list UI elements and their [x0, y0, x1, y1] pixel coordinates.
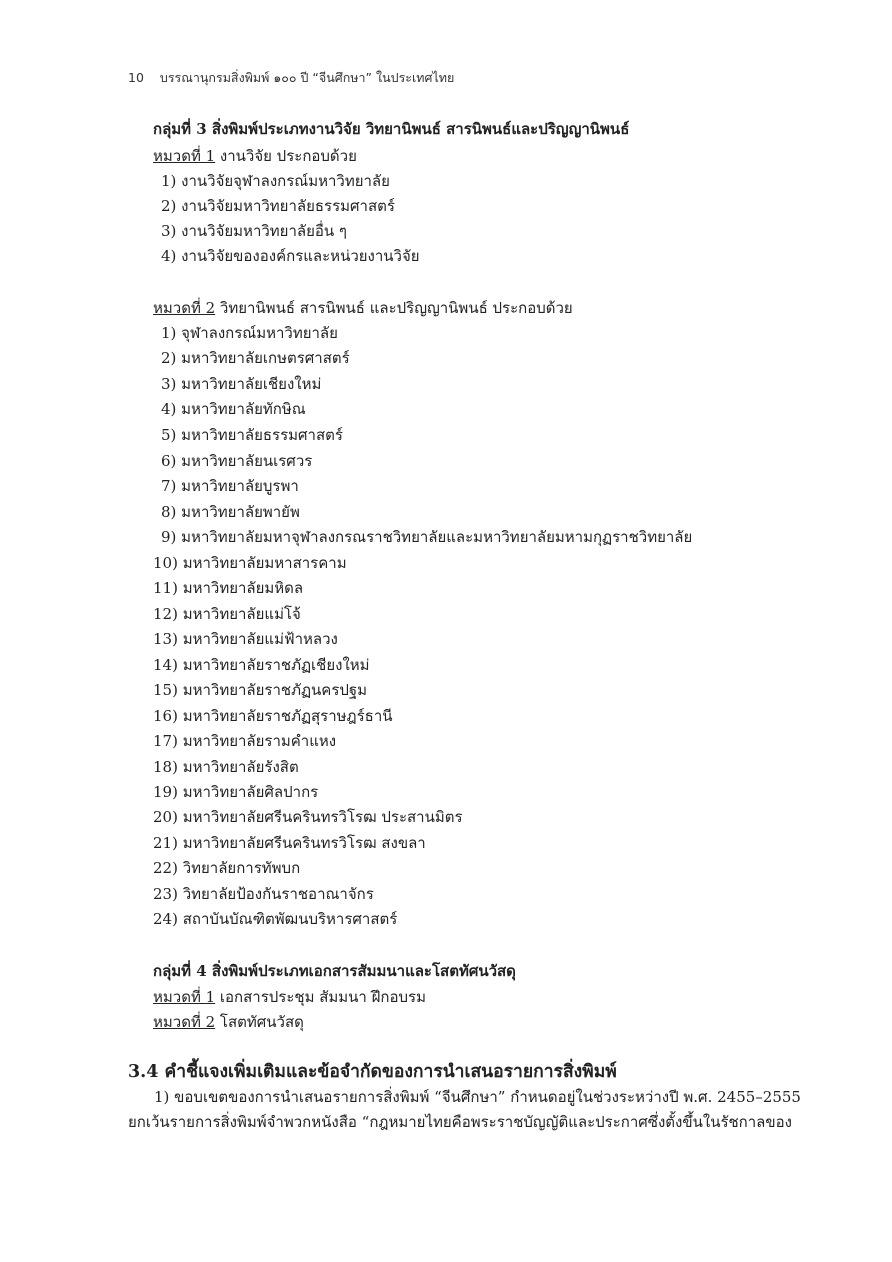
list-item: 14) มหาวิทยาลัยราชภัฏเชียงใหม่	[153, 656, 370, 674]
group4-section1	[153, 985, 426, 1009]
list-item: 15) มหาวิทยาลัยราชภัฏนครปฐม	[153, 681, 368, 699]
list-item: 6) มหาวิทยาลัยนเรศวร	[161, 452, 313, 470]
list-item: 18) มหาวิทยาลัยรังสิต	[153, 758, 299, 776]
list-item: 2) งานวิจัยมหาวิทยาลัยธรรมศาสตร์	[161, 197, 395, 215]
list-item: 23) วิทยาลัยป้องกันราชอาณาจักร	[153, 885, 374, 903]
list-item: 1) งานวิจัยจุฬาลงกรณ์มหาวิทยาลัย	[161, 172, 390, 190]
list-item: 4) งานวิจัยขององค์กรและหน่วยงานวิจัย	[161, 247, 420, 265]
section-heading: 3.4 คำชี้แจงเพิ่มเติมและข้อจำกัดของการนำเสนอรายการสิ่งพิมพ์	[128, 1062, 617, 1082]
section-text: งานวิจัย ประกอบด้วย	[215, 147, 357, 165]
section-text: วิทยานิพนธ์ สารนิพนธ์ และปริญญานิพนธ์ ประกอบด้วย	[215, 299, 573, 317]
list-item: 21) มหาวิทยาลัยศรีนครินทรวิโรฒ สงขลา	[153, 834, 426, 852]
running-header	[128, 68, 454, 88]
list-item: 5) มหาวิทยาลัยธรรมศาสตร์	[161, 426, 343, 444]
list-item: 4) มหาวิทยาลัยทักษิณ	[161, 400, 306, 418]
list-item: 22) วิทยาลัยการทัพบก	[153, 859, 301, 877]
list-item: 1) จุฬาลงกรณ์มหาวิทยาลัย	[161, 324, 338, 342]
list-item: 9) มหาวิทยาลัยมหาจุฬาลงกรณราชวิทยาลัยและมหาวิทยาลัยมหามกุฏราชวิทยาลัย	[161, 528, 693, 546]
paragraph-line: 1) ขอบเขตของการนำเสนอรายการสิ่งพิมพ์ “จีนศึกษา” กำหนดอยู่ในช่วงระหว่างปี พ.ศ. 2455–2555	[154, 1088, 801, 1106]
group4-section2	[153, 1010, 304, 1034]
list-item: 11) มหาวิทยาลัยมหิดล	[153, 579, 304, 597]
list-item: 24) สถาบันบัณฑิตพัฒนบริหารศาสตร์	[153, 910, 398, 928]
list-item: 16) มหาวิทยาลัยราชภัฏสุราษฎร์ธานี	[153, 707, 393, 725]
page-number: 10	[128, 70, 144, 85]
body-paragraph	[128, 1085, 801, 1135]
section-label: หมวดที่ 1	[153, 988, 216, 1006]
list-item: 3) มหาวิทยาลัยเชียงใหม่	[161, 375, 322, 393]
section-text: เอกสารประชุม สัมมนา ฝึกอบรม	[215, 988, 426, 1006]
list-item: 13) มหาวิทยาลัยแม่ฟ้าหลวง	[153, 630, 338, 648]
list-item: 10) มหาวิทยาลัยมหาสารคาม	[153, 554, 347, 572]
group3-section1	[153, 144, 357, 168]
list-item: 2) มหาวิทยาลัยเกษตรศาสตร์	[161, 349, 350, 367]
list-item: 20) มหาวิทยาลัยศรีนครินทรวิโรฒ ประสานมิตร	[153, 808, 463, 826]
section-label: หมวดที่ 1	[153, 147, 216, 165]
section-label: หมวดที่ 2	[153, 299, 216, 317]
list-item: 7) มหาวิทยาลัยบูรพา	[161, 477, 299, 495]
list-item: 8) มหาวิทยาลัยพายัพ	[161, 503, 300, 521]
group3-title: กลุ่มที่ 3 สิ่งพิมพ์ประเภทงานวิจัย วิทยานิพนธ์ สารนิพนธ์และปริญญานิพนธ์	[153, 120, 630, 138]
running-title: บรรณานุกรมสิ่งพิมพ์ ๑๐๐ ปี “จีนศึกษา” ในประเทศไทย	[159, 70, 455, 85]
paragraph-line: ยกเว้นรายการสิ่งพิมพ์จำพวกหนังสือ “กฎหมายไทยคือพระราชบัญญัติและประกาศซึ่งตั้งขึ้นในรัชกาลของ	[128, 1113, 792, 1131]
list-item: 12) มหาวิทยาลัยแม่โจ้	[153, 605, 301, 623]
list-item: 19) มหาวิทยาลัยศิลปากร	[153, 783, 319, 801]
group3-section2	[153, 296, 573, 320]
list-item: 3) งานวิจัยมหาวิทยาลัยอื่น ๆ	[161, 222, 347, 240]
section-text: โสตทัศนวัสดุ	[215, 1013, 304, 1031]
list-item: 17) มหาวิทยาลัยรามคำแหง	[153, 732, 337, 750]
group4-title: กลุ่มที่ 4 สิ่งพิมพ์ประเภทเอกสารสัมมนาและโสตทัศนวัสดุ	[153, 962, 516, 980]
section-label: หมวดที่ 2	[153, 1013, 216, 1031]
